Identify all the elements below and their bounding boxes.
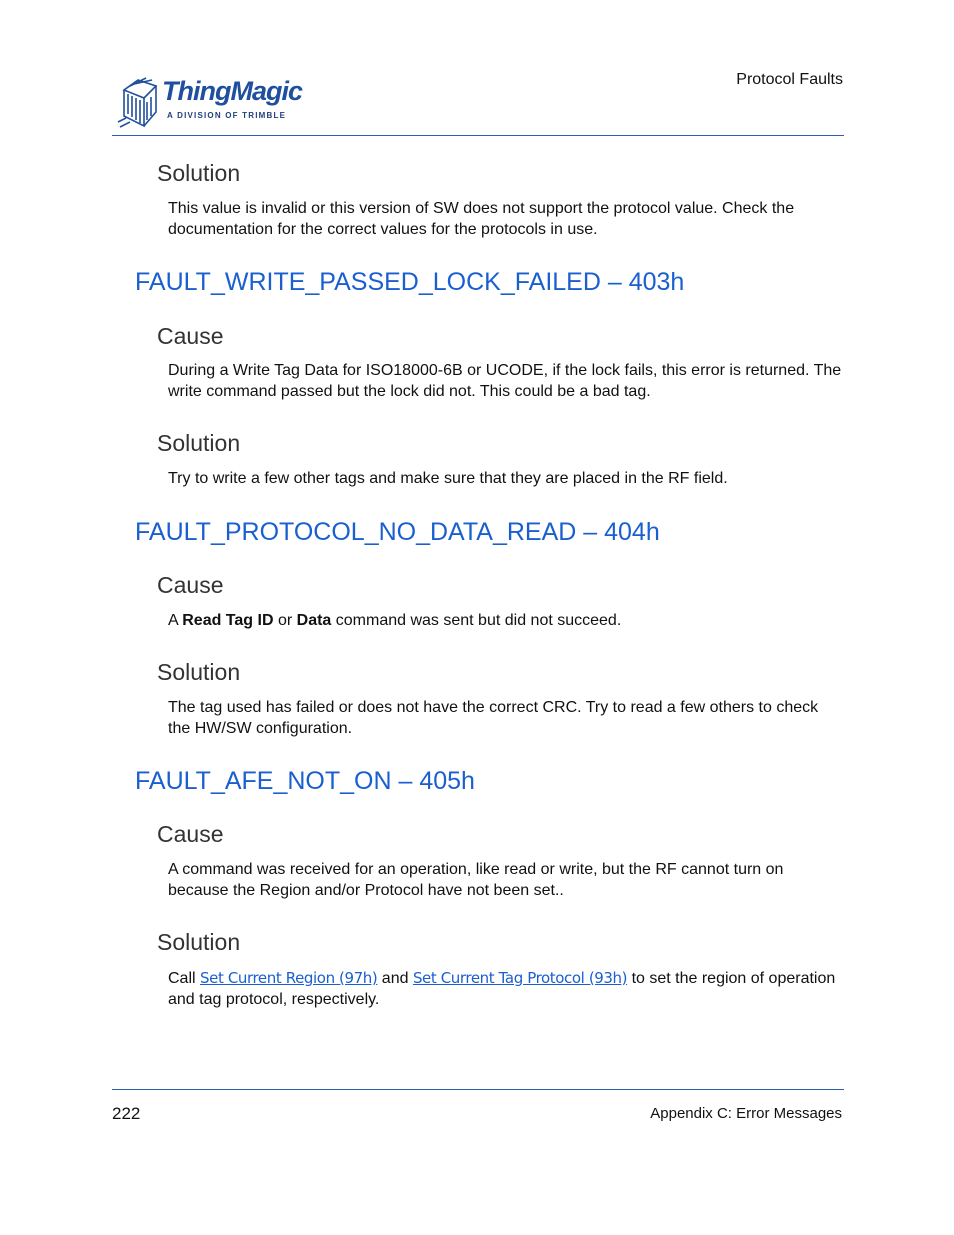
page-number: 222 [112,1104,141,1123]
footer-divider [112,1089,844,1090]
solution-heading: Solution [157,160,241,186]
cause-text-part: or [273,612,297,629]
command-name-read-tag-id: Read Tag ID [182,612,274,629]
solution-heading: Solution [157,929,241,955]
footer-title: Appendix C: Error Messages [650,1105,842,1122]
solution-text-part: to set the region of operation and tag protocol, respectively. [168,970,836,1008]
solution-text: The tag used has failed or does not have the correct CRC. Try to read a few others to check the HW/SW configuration. [168,699,819,737]
solution-text-part: and [377,970,413,987]
fault-title-404h: FAULT_PROTOCOL_NO_DATA_READ – 404h [135,518,660,546]
cause-heading: Cause [157,572,224,598]
solution-text [168,968,844,1010]
cause-text-part: command was sent but did not succeed. [331,612,622,629]
thingmagic-logo-icon [116,72,164,130]
cause-text-part: A [168,612,183,629]
solution-text-part: Call [168,970,201,987]
cause-heading: Cause [157,323,224,349]
brand-name: ThingMagic [162,76,302,106]
solution-text: This value is invalid or this version of SW does not support the protocol value. Check the documentation for the correct values for the protocols in use. [168,200,795,238]
cause-heading: Cause [157,821,224,847]
cause-text: During a Write Tag Data for ISO18000-6B or UCODE, if the lock fails, this error is returned. The write command passed but the lock did not. This could be a bad tag. [168,362,842,400]
link-set-current-region[interactable]: Set Current Region (97h) [200,969,378,987]
cause-text: A command was received for an operation, like read or write, but the RF cannot turn on because the Region and/or Protocol have not been set.. [168,861,784,899]
running-header: Protocol Faults [736,71,843,88]
link-set-current-tag-protocol[interactable]: Set Current Tag Protocol (93h) [412,969,628,987]
solution-heading: Solution [157,430,241,456]
solution-heading: Solution [157,659,241,685]
fault-title-403h: FAULT_WRITE_PASSED_LOCK_FAILED – 403h [135,268,685,296]
header-divider [112,135,844,136]
company-logo [116,72,316,130]
brand-subtitle: A DIVISION OF TRIMBLE [167,111,287,120]
solution-text: Try to write a few other tags and make sure that they are placed in the RF field. [168,470,728,487]
fault-title-405h: FAULT_AFE_NOT_ON – 405h [135,767,475,795]
cause-text [168,611,844,632]
command-name-data: Data [296,612,332,629]
